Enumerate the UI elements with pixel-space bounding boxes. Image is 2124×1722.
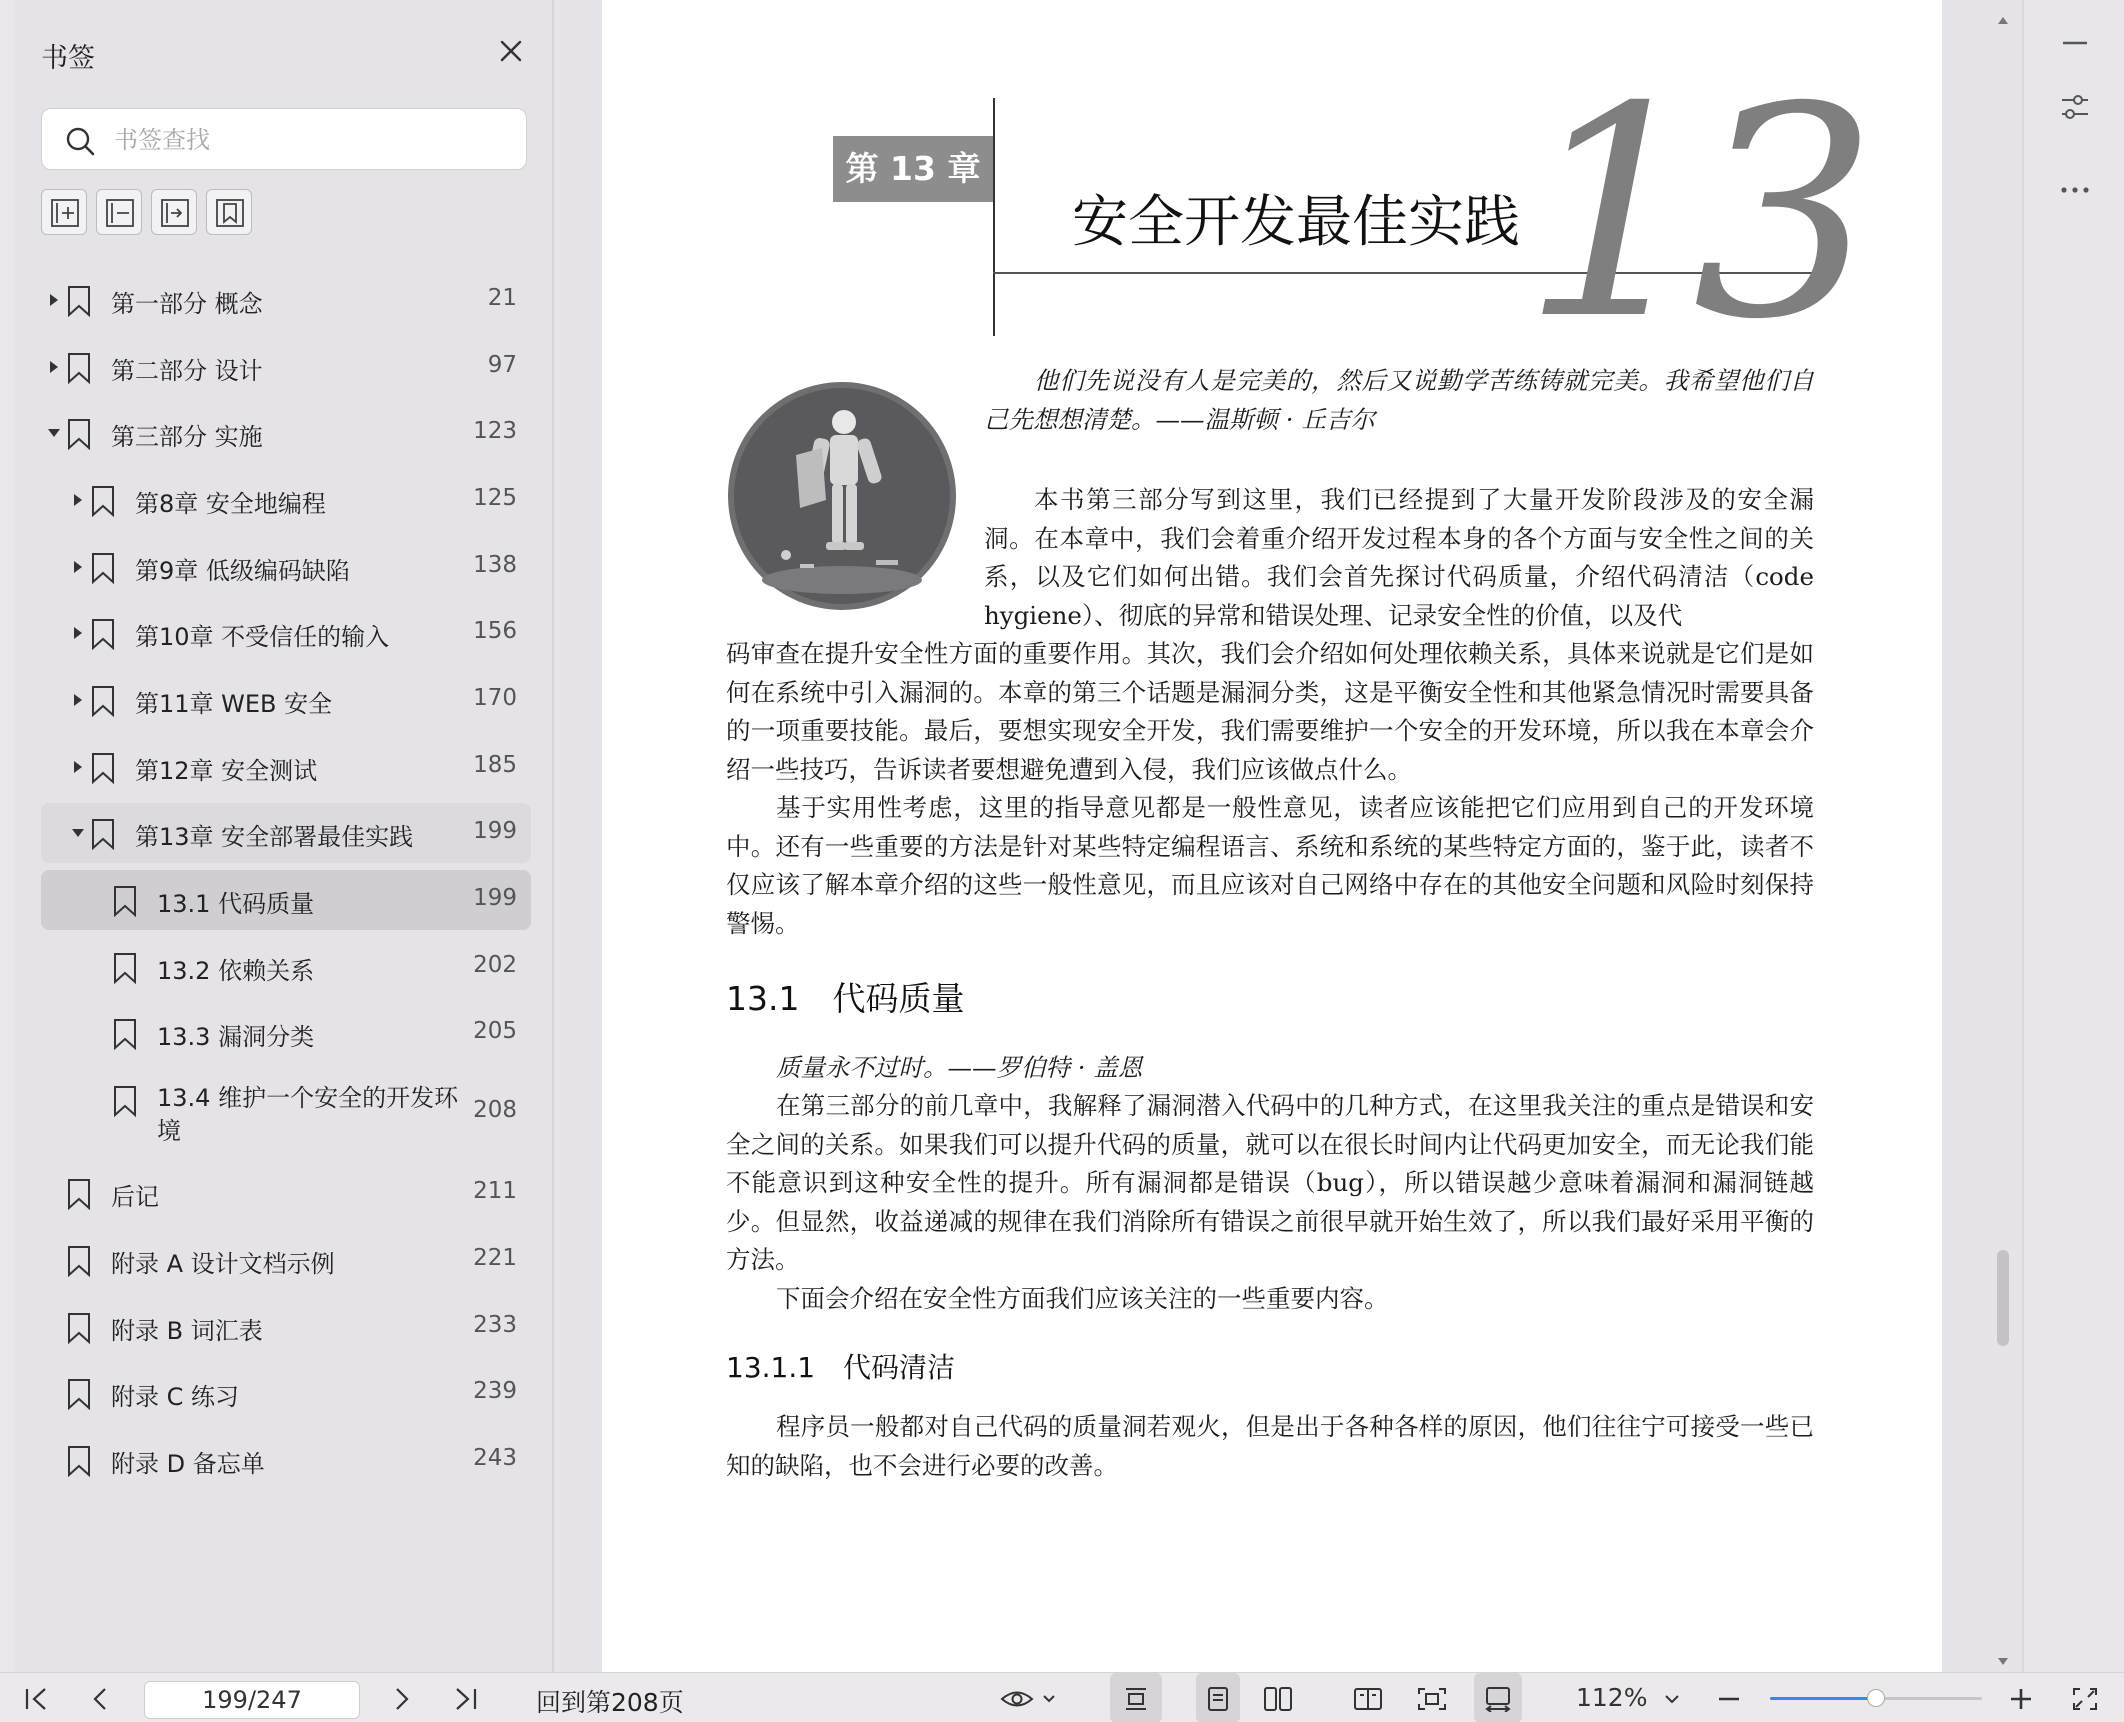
paragraph-next: 下面会介绍在安全性方面我们应该关注的一些重要内容。 bbox=[776, 1284, 1389, 1313]
bookmark-label: 第12章 安全测试 bbox=[135, 757, 318, 785]
search-icon bbox=[64, 125, 96, 157]
bookmark-icon bbox=[65, 285, 93, 317]
bookmark-icon bbox=[89, 685, 117, 717]
chapter-number: 13 bbox=[1522, 46, 1864, 383]
bookmark-label: 后记 bbox=[111, 1183, 159, 1211]
bookmark-page-number: 239 bbox=[473, 1378, 517, 1404]
fit-height-icon[interactable] bbox=[1110, 1673, 1162, 1722]
scroll-up-icon[interactable] bbox=[1990, 8, 2016, 34]
bookmark-item[interactable] bbox=[41, 937, 531, 997]
paragraph-code-quality: 在第三部分的前几章中，我解释了漏洞潜入代码中的几种方式，在这里我关注的重点是错误和安全之间的关系。如果我们可以提升代码的质量，就可以在很长时间内让代码更加安全，而无论我们能不能意识到这种安全性的提升。所有漏洞都是错误（bug），所以错误越少意味着漏洞和漏洞链越少。但显然，收益递减的规律在我们消除所有错误之前很早就开始生效了，所以我们最好采用平衡的方法。 bbox=[726, 1091, 1814, 1274]
bookmark-icon bbox=[214, 197, 246, 229]
bookmark-label: 第8章 安全地编程 bbox=[135, 490, 326, 518]
next-page-icon[interactable] bbox=[386, 1673, 420, 1722]
zoom-out-icon[interactable] bbox=[1714, 1673, 1748, 1722]
bookmark-icon bbox=[111, 1085, 139, 1117]
bookmark-item[interactable] bbox=[41, 470, 531, 530]
bookmark-icon bbox=[65, 1312, 93, 1344]
collapse-bookmark-button[interactable] bbox=[96, 189, 142, 235]
bookmark-icon bbox=[111, 1018, 139, 1050]
close-icon[interactable] bbox=[494, 34, 528, 68]
bookmark-icon bbox=[89, 485, 117, 517]
expand-bookmark-button[interactable] bbox=[151, 189, 197, 235]
search-input[interactable] bbox=[114, 119, 514, 161]
bookmark-icon bbox=[65, 352, 93, 384]
bookmark-icon bbox=[111, 885, 139, 917]
caret-right-icon[interactable] bbox=[71, 759, 85, 775]
bookmark-label: 13.3 漏洞分类 bbox=[157, 1023, 315, 1051]
right-toolbar bbox=[2024, 0, 2124, 1672]
sidebar-title: 书签 bbox=[41, 43, 95, 74]
add-bookmark-icon bbox=[49, 197, 81, 229]
bookmark-page-number: 199 bbox=[473, 885, 517, 911]
epigraph: 他们先说没有人是完美的，然后又说勤学苦练铸就完美。我希望他们自己先想想清楚。——温斯顿 · 丘吉尔 bbox=[984, 366, 1814, 434]
bookmark-page-number: 208 bbox=[473, 1097, 517, 1123]
expand-icon bbox=[159, 197, 191, 229]
bookmark-icon bbox=[89, 552, 117, 584]
bookmark-label: 附录 A 设计文档示例 bbox=[111, 1250, 335, 1278]
single-page-icon[interactable] bbox=[1196, 1673, 1240, 1722]
chevron-down-icon bbox=[1662, 1686, 1682, 1712]
bookmark-item[interactable] bbox=[41, 1430, 531, 1490]
bookmark-item[interactable] bbox=[41, 403, 531, 463]
bookmark-page-number: 21 bbox=[487, 285, 517, 311]
caret-right-icon[interactable] bbox=[47, 292, 61, 308]
bookmark-item[interactable] bbox=[41, 603, 531, 663]
section-heading-13-1-1: 13.1.1 代码清洁 bbox=[726, 1351, 956, 1384]
bookmark-icon bbox=[65, 418, 93, 450]
collapse-icon bbox=[104, 197, 136, 229]
bookmark-button[interactable] bbox=[206, 189, 252, 235]
zoom-slider[interactable] bbox=[1770, 1697, 1982, 1700]
bottom-toolbar bbox=[0, 1672, 2124, 1722]
bookmark-label: 13.1 代码质量 bbox=[157, 890, 315, 918]
bookmark-label: 13.4 维护一个安全的开发环境 bbox=[157, 1084, 459, 1145]
bookmark-page-number: 156 bbox=[473, 618, 517, 644]
zoom-slider-fill bbox=[1770, 1697, 1876, 1700]
section-heading-13-1: 13.1 代码质量 bbox=[726, 979, 965, 1018]
zoom-in-icon[interactable] bbox=[2006, 1673, 2040, 1722]
caret-right-icon[interactable] bbox=[71, 559, 85, 575]
bookmark-item[interactable] bbox=[41, 537, 531, 597]
caret-right-icon[interactable] bbox=[47, 359, 61, 375]
bookmark-icon bbox=[65, 1245, 93, 1277]
eye-icon bbox=[1000, 1686, 1034, 1712]
bookmark-label: 第10章 不受信任的输入 bbox=[135, 623, 390, 651]
bookmark-icon bbox=[89, 818, 117, 850]
caret-right-icon[interactable] bbox=[71, 692, 85, 708]
bookmark-label: 附录 B 词汇表 bbox=[111, 1317, 263, 1345]
bookmark-page-number: 97 bbox=[487, 352, 517, 378]
goto-page-link[interactable]: 回到第208页 bbox=[536, 1688, 684, 1717]
bookmark-item[interactable] bbox=[41, 870, 531, 930]
section-quote: 质量永不过时。——罗伯特 · 盖恩 bbox=[776, 1053, 1143, 1082]
bookmark-page-number: 125 bbox=[473, 485, 517, 511]
title-divider-vertical bbox=[993, 98, 995, 336]
paragraph-intro-continued-text: 码审查在提升安全性方面的重要作用。其次，我们会介绍如何处理依赖关系，具体来说就是它们是如何在系统中引入漏洞的。本章的第三个话题是漏洞分类，这是平衡安全性和其他紧急情况时需要具备的一项重要技能。最后，要想实现安全开发，我们需要维护一个安全的开发环境，所以我在本章会介绍一些技巧，告诉读者要想避免遭到入侵，我们应该做点什么。 bbox=[726, 639, 1814, 784]
paragraph-code-hygiene: 程序员一般都对自己代码的质量洞若观火，但是出于各种各样的原因，他们往往宁可接受一些已知的缺陷，也不会进行必要的改善。 bbox=[726, 1412, 1814, 1480]
bookmark-page-number: 211 bbox=[473, 1178, 517, 1204]
zoom-value[interactable]: 112% bbox=[1576, 1683, 1648, 1712]
bookmark-icon bbox=[65, 1378, 93, 1410]
prev-page-icon[interactable] bbox=[86, 1673, 120, 1722]
bookmark-item[interactable] bbox=[41, 670, 531, 730]
bookmark-page-number: 221 bbox=[473, 1245, 517, 1271]
caret-right-icon[interactable] bbox=[71, 492, 85, 508]
bookmark-label: 附录 C 练习 bbox=[111, 1383, 240, 1411]
bookmark-label: 第三部分 实施 bbox=[111, 423, 263, 451]
paragraph-intro: 本书第三部分写到这里，我们已经提到了大量开发阶段涉及的安全漏洞。在本章中，我们会着重介绍开发过程本身的各个方面与安全性之间的关系，以及它们如何出错。我们会首先探讨代码质量，介绍代码清洁（code hygiene）、彻底的异常和错误处理、记录安全性的价值，以及代 bbox=[984, 485, 1814, 630]
bookmark-icon bbox=[89, 618, 117, 650]
bookmark-icon bbox=[65, 1178, 93, 1210]
last-page-icon[interactable] bbox=[450, 1673, 484, 1722]
bookmark-page-number: 243 bbox=[473, 1445, 517, 1471]
two-page-icon[interactable] bbox=[1262, 1673, 1302, 1722]
paragraph-practical: 基于实用性考虑，这里的指导意见都是一般性意见，读者应该能把它们应用到自己的开发环境中。还有一些重要的方法是针对某些特定编程语言、系统和系统的某些特定方面的，鉴于此，读者不仅应该了解本章介绍的这些一般性意见，而且应该对自己网络中存在的其他安全问题和风险时刻保持警惕。 bbox=[726, 793, 1814, 938]
bookmark-label: 第13章 安全部署最佳实践 bbox=[135, 823, 414, 851]
bookmark-label: 第11章 WEB 安全 bbox=[135, 690, 333, 718]
bookmark-page-number: 202 bbox=[473, 952, 517, 978]
bookmark-item[interactable] bbox=[41, 1003, 531, 1063]
caret-right-icon[interactable] bbox=[71, 625, 85, 641]
vertical-scrollbar[interactable] bbox=[1990, 0, 2016, 1672]
fit-screen-icon[interactable] bbox=[1416, 1673, 1456, 1722]
bookmark-page-number: 233 bbox=[473, 1312, 517, 1338]
fullscreen-icon[interactable] bbox=[2070, 1673, 2104, 1722]
scroll-down-icon[interactable] bbox=[1990, 1648, 2016, 1674]
bookmark-label: 第9章 低级编码缺陷 bbox=[135, 557, 350, 585]
paragraph-intro-top bbox=[984, 481, 1814, 637]
paragraph-intro-continued bbox=[726, 635, 1814, 791]
bookmark-item[interactable] bbox=[41, 1297, 531, 1357]
bookmark-item[interactable] bbox=[41, 1230, 531, 1290]
bookmark-sidebar bbox=[14, 0, 554, 1672]
more-icon[interactable] bbox=[2058, 173, 2092, 207]
bookmark-icon bbox=[111, 952, 139, 984]
bookmark-page-number: 199 bbox=[473, 818, 517, 844]
add-bookmark-button[interactable] bbox=[41, 189, 87, 235]
bookmark-item[interactable] bbox=[41, 1163, 531, 1223]
bookmark-label: 13.2 依赖关系 bbox=[157, 957, 315, 985]
book-view-icon[interactable] bbox=[1352, 1673, 1392, 1722]
chapter-illustration bbox=[726, 380, 958, 612]
chapter-title: 安全开发最佳实践 bbox=[1072, 190, 1520, 255]
caret-down-icon[interactable] bbox=[71, 825, 85, 841]
zoom-dropdown[interactable] bbox=[1662, 1673, 1690, 1722]
bookmark-page-number: 138 bbox=[473, 552, 517, 578]
bookmark-label: 第一部分 概念 bbox=[111, 290, 263, 318]
bookmark-item[interactable] bbox=[41, 803, 531, 863]
bookmark-search[interactable] bbox=[41, 108, 527, 170]
minimize-icon[interactable] bbox=[2058, 26, 2092, 60]
bookmark-label: 附录 D 备忘单 bbox=[111, 1450, 265, 1478]
scroll-mode-icon[interactable] bbox=[1474, 1673, 1522, 1722]
first-page-icon[interactable] bbox=[22, 1673, 56, 1722]
chevron-down-icon bbox=[1042, 1686, 1056, 1712]
eye-mode-button[interactable] bbox=[1000, 1673, 1060, 1722]
settings-sliders-icon[interactable] bbox=[2058, 90, 2092, 124]
bookmark-item[interactable] bbox=[41, 737, 531, 797]
bookmark-page-number: 205 bbox=[473, 1018, 517, 1044]
bookmark-icon bbox=[65, 1445, 93, 1477]
scrollbar-thumb[interactable] bbox=[1997, 1250, 2009, 1346]
bookmark-item[interactable] bbox=[41, 270, 531, 330]
bookmark-page-number: 123 bbox=[473, 418, 517, 444]
caret-down-icon[interactable] bbox=[47, 425, 61, 441]
chapter-tag: 第 13 章 bbox=[833, 136, 993, 202]
zoom-slider-knob[interactable] bbox=[1867, 1689, 1885, 1707]
bookmark-item[interactable] bbox=[41, 337, 531, 397]
bookmark-icon bbox=[89, 752, 117, 784]
bookmark-item[interactable] bbox=[41, 1363, 531, 1423]
document-page bbox=[602, 0, 1942, 1672]
bookmark-page-number: 185 bbox=[473, 752, 517, 778]
bookmark-item[interactable] bbox=[41, 1070, 531, 1156]
page-number-field[interactable]: 199/247 bbox=[144, 1681, 360, 1719]
bookmark-page-number: 170 bbox=[473, 685, 517, 711]
bookmark-label: 第二部分 设计 bbox=[111, 357, 263, 385]
